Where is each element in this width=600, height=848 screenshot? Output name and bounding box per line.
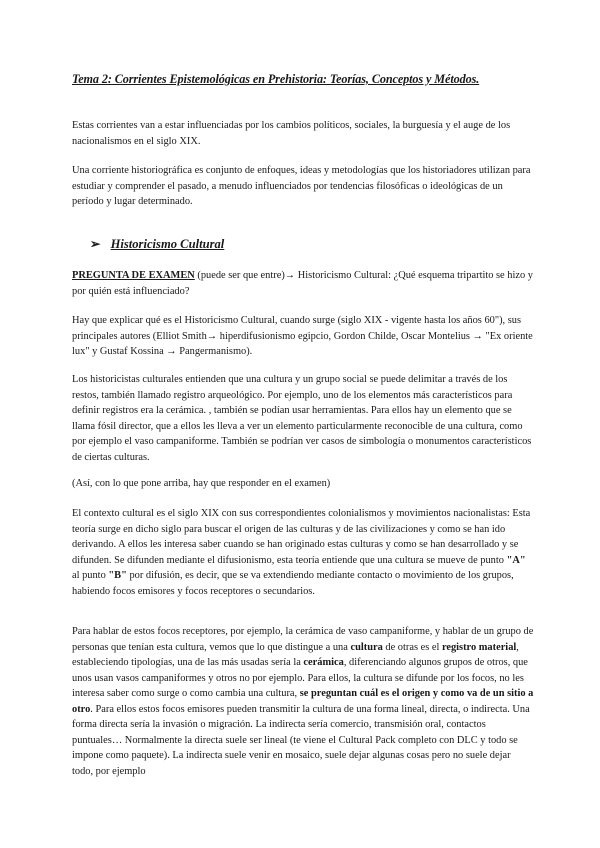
exam-note-paragraph: (Así, con lo que pone arriba, hay que responder en el examen) <box>72 478 331 489</box>
cultura-term: cultura <box>350 641 383 653</box>
context-paragraph <box>72 506 534 599</box>
section-heading-text: Historicismo Cultural <box>110 237 225 251</box>
exam-question-text: (puede ser que entre)→ Historicismo Cultural: ¿Qué esquema tripartito se hizo y por quién está influenciado? <box>72 270 533 297</box>
section-heading <box>90 236 224 252</box>
focos-text-c: , estableciendo tipologías, una de las más usadas sería la <box>72 641 519 668</box>
focos-paragraph <box>72 624 534 779</box>
origin-question-emphasis: se preguntan cuál es el origen y como va de un sitio a otro <box>72 688 534 715</box>
ceramica-term: cerámica <box>303 657 344 668</box>
context-text-b: al punto <box>72 570 109 581</box>
intro-paragraph-2: Una corriente historiográfica es conjunto de enfoques, ideas y metodologías que los historiadores utilizan para estudiar y comprender el pasado, a menudo influenciados por tendencias filosóficas o ideológicas de un período y lugar determinado. <box>72 165 531 207</box>
exam-question-paragraph <box>72 268 534 299</box>
context-text-a: El contexto cultural es el siglo XIX con sus correspondientes colonialismos y movimientos nacionalistas: Esta teoría surge en dicho siglo para buscar el origen de las culturas y de las civilizaciones y como se han ido derivando. A ellos les interesa saber cuando se han originado estas culturas y como se han desarrollado y se difunden. Se difunden mediante el difusionismo, esta teoría entiende que una cultura se mueve de punto <box>72 508 531 566</box>
registro-material-term: registro material <box>441 641 517 653</box>
focos-text-b: de otras es el <box>382 641 442 653</box>
focos-text-a: Para hablar de estos focos receptores, por ejemplo, la cerámica de vaso campaniforme, y hablar de un grupo de personas que tenían esta cultura, vemos que lo que distingue a una <box>72 626 534 653</box>
focos-text-d: , diferenciando algunos grupos de otros, que unos usan vasos campaniformes y otros no por ejemplo. Para ellos, la cultura se difunde por los focos, no les interesa saber como surge o como cambia una cultura, <box>72 657 528 699</box>
point-a-label: "A" <box>506 554 526 566</box>
intro-paragraph-1: Estas corrientes van a estar influenciadas por los cambios políticos, sociales, la burguesía y el auge de los nacionalismos en el siglo XIX. <box>72 120 511 147</box>
historicists-paragraph: Los historicistas culturales entienden que una cultura y un grupo social se puede delimitar a través de los restos, también llamado registro arqueológico. Por ejemplo, uno de los elementos más característicos para definir registros era la cerámica. , también se podían usar herramientas. Para ellos hay un elemento que se llama fósil director, que a ellos les lleva a ver un elemento particularmente reconocible de una cultura, como por ejemplo el vaso campaniforme. También se podrían ver casos de simbología o monumentos característicos de ciertas culturas. <box>72 374 532 463</box>
context-text-c: por difusión, es decir, que se va extendiendo mediante contacto o movimiento de los grupos, habiendo focos emisores y focos receptores o secundarios. <box>72 570 514 597</box>
exam-question-label: PREGUNTA DE EXAMEN <box>72 270 195 281</box>
focos-text-e: . Para ellos estos focos emisores pueden transmitir la cultura de una forma lineal, directa, o indirecta. Una forma directa sería la invasión o migración. La indirecta sería comercio, transmisión oral, contactos puntuales… Normalmente la directa suele ser lineal (te viene el Cultural Pack completo con DLC y todo se impone como paquete). La indirecta suele venir en mosaico, suele dejar algunas cosas pero no suele dejar todo, por ejemplo <box>72 703 530 777</box>
explanation-paragraph: Hay que explicar qué es el Historicismo Cultural, cuando surge (siglo XIX - vigente hasta los años 60"), sus principales autores (Elliot Smith→ hiperdifusionismo egipcio, Gordon Childe, Oscar Montelius → "Ex oriente lux" y Gustaf Kossina → Pangermanismo). <box>72 315 533 357</box>
document-title: Tema 2: Corrientes Epistemológicas en Prehistoria: Teorías, Conceptos y Métodos. <box>72 72 480 86</box>
arrow-bullet-icon: ➢ <box>90 237 101 251</box>
point-b-label: "B" <box>108 570 127 581</box>
